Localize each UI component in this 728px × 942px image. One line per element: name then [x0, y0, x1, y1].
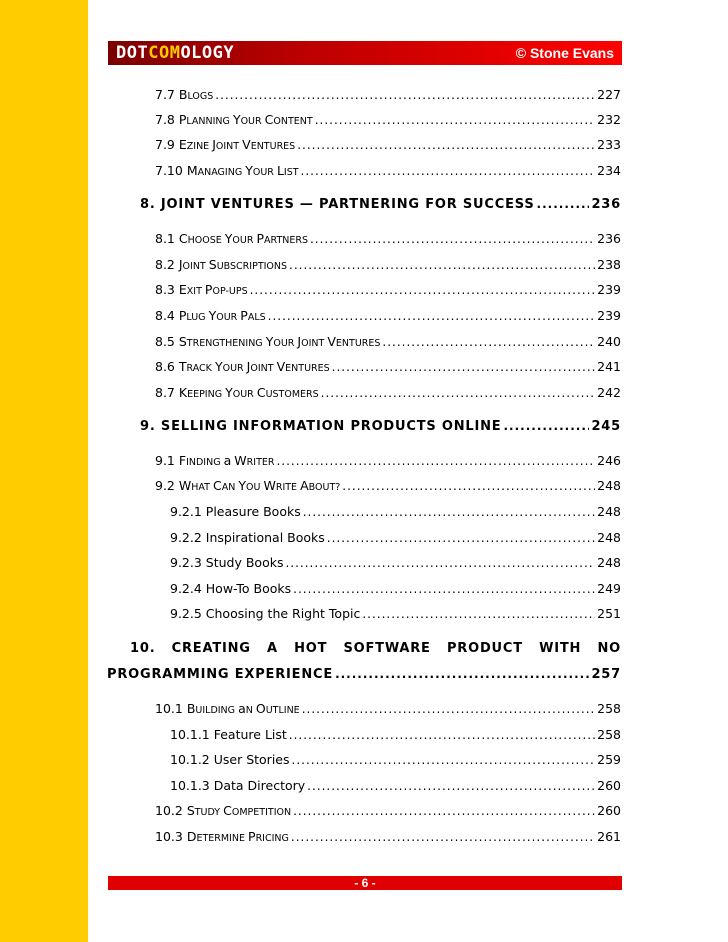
- page-number: 261: [597, 829, 621, 844]
- page-number: 260: [597, 778, 621, 793]
- page-number: 258: [597, 701, 621, 716]
- toc-entry-9-1[interactable]: 9.1 FINDING a WRITER ..... 246: [155, 453, 621, 468]
- toc-entry-title: DETERMINE PRICING: [186, 829, 289, 844]
- page-number: 248: [597, 530, 621, 545]
- page-number: 248: [597, 555, 621, 570]
- toc-entry-title: CHOOSE YOUR PARTNERS: [178, 231, 308, 246]
- toc-entry-title: STUDY COMPETITION: [186, 803, 292, 818]
- toc-entry-title: EXIT POP-UPS: [178, 282, 248, 297]
- page-number: 246: [597, 453, 621, 468]
- page-number: 227: [597, 87, 621, 102]
- page-number: 260: [597, 803, 621, 818]
- page-number: 251: [597, 606, 621, 621]
- toc-entry-8-3[interactable]: 8.3 EXIT POP-UPS ..... 239: [155, 282, 621, 297]
- toc-entry-title: BLOGS: [178, 87, 214, 102]
- toc-entry-10-2[interactable]: 10.2 STUDY COMPETITION ..... 260: [155, 803, 621, 818]
- page-number: 238: [597, 257, 621, 272]
- toc-entry-8-4[interactable]: 8.4 PLUG YOUR PALS ..... 239: [155, 308, 621, 323]
- page-number: 249: [597, 581, 621, 596]
- copyright-text: © Stone Evans: [515, 45, 614, 61]
- page-number: 257: [591, 667, 621, 682]
- page-number: 240: [597, 334, 621, 349]
- toc-entry-10-1-2[interactable]: 10.1.2 User Stories ..... 259: [170, 752, 621, 767]
- toc-entry-10-1[interactable]: 10.1 BUILDING aN OUTLINE ..... 258: [155, 701, 621, 716]
- page-footer: [108, 876, 622, 890]
- side-band: [0, 0, 88, 942]
- toc-entry-title: STRENGTHENING YOUR JOINT VENTURES: [178, 334, 381, 349]
- toc-entry-8-5[interactable]: 8.5 STRENGTHENING YOUR JOINT VENTURES ..... 240: [155, 334, 621, 349]
- toc-chapter-10-line1[interactable]: 10. CREATING A HOT SOFTWARE PRODUCT WITH NO: [130, 641, 621, 656]
- toc-entry-9-2-3[interactable]: 9.2.3 Study Books ..... 248: [170, 555, 621, 570]
- toc-entry-7-7[interactable]: 7.7 BLOGS ..... 227: [155, 87, 621, 102]
- toc-entry-title: EZINE JOINT VENTURES: [178, 137, 296, 152]
- dotcomology-logo: DOTCOMOLOGY: [116, 43, 235, 63]
- toc-entry-8-1[interactable]: 8.1 CHOOSE YOUR PARTNERS ..... 236: [155, 231, 621, 246]
- toc-entry-title: PLUG YOUR PALS: [178, 308, 266, 323]
- toc-entry-title: JOINT SUBSCRIPTIONS: [178, 257, 288, 272]
- page-number-label: - 6 -: [354, 876, 376, 890]
- toc-entry-7-10[interactable]: 7.10 MANAGING YOUR LIST ..... 234: [155, 163, 621, 178]
- toc-entry-8-2[interactable]: 8.2 JOINT SUBSCRIPTIONS ..... 238: [155, 257, 621, 272]
- toc-entry-title: WHAT CAN YOU WRITE ABOUT?: [178, 478, 341, 493]
- page-number: 245: [591, 419, 621, 434]
- toc-entry-8-6[interactable]: 8.6 TRACK YOUR JOINT VENTURES ..... 241: [155, 359, 621, 374]
- page-number: 236: [597, 231, 621, 246]
- page-number: 248: [597, 478, 621, 493]
- toc-chapter-9[interactable]: 9. SELLING INFORMATION PRODUCTS ONLINE ..... 245: [140, 419, 621, 434]
- page-number: 258: [597, 727, 621, 742]
- toc-entry-title: MANAGING YOUR LIST: [186, 163, 299, 178]
- page-number: 233: [597, 137, 621, 152]
- page-number: 232: [597, 112, 621, 127]
- toc-entry-title: TRACK YOUR JOINT VENTURES: [178, 359, 330, 374]
- toc-chapter-8[interactable]: 8. JOINT VENTURES — PARTNERING FOR SUCCESS ..... 236: [140, 197, 621, 212]
- toc-entry-title: BUILDING aN OUTLINE: [186, 701, 300, 716]
- page-number: 236: [591, 197, 621, 212]
- toc-entry-9-2-4[interactable]: 9.2.4 How-To Books ..... 249: [170, 581, 621, 596]
- page-number: 239: [597, 308, 621, 323]
- toc-entry-7-9[interactable]: 7.9 EZINE JOINT VENTURES ..... 233: [155, 137, 621, 152]
- toc-entry-9-2-5[interactable]: 9.2.5 Choosing the Right Topic ..... 251: [170, 606, 621, 621]
- toc-entry-7-8[interactable]: 7.8 PLANNING YOUR CONTENT ..... 232: [155, 112, 621, 127]
- toc-chapter-10-line2[interactable]: PROGRAMMING EXPERIENCE ..... 257: [107, 667, 621, 682]
- page-header: [108, 41, 622, 65]
- toc-entry-10-1-1[interactable]: 10.1.1 Feature List ..... 258: [170, 727, 621, 742]
- page-number: 241: [597, 359, 621, 374]
- toc-entry-title: PLANNING YOUR CONTENT: [178, 112, 313, 127]
- page-number: 234: [597, 163, 621, 178]
- page-number: 248: [597, 504, 621, 519]
- toc-entry-8-7[interactable]: 8.7 KEEPING YOUR CUSTOMERS ..... 242: [155, 385, 621, 400]
- toc-entry-9-2-1[interactable]: 9.2.1 Pleasure Books ..... 248: [170, 504, 621, 519]
- page-number: 239: [597, 282, 621, 297]
- toc-entry-9-2[interactable]: 9.2 WHAT CAN YOU WRITE ABOUT? ..... 248: [155, 478, 621, 493]
- toc-entry-10-3[interactable]: 10.3 DETERMINE PRICING ..... 261: [155, 829, 621, 844]
- toc-entry-title: FINDING a WRITER: [178, 453, 275, 468]
- page-number: 259: [597, 752, 621, 767]
- toc-entry-9-2-2[interactable]: 9.2.2 Inspirational Books ..... 248: [170, 530, 621, 545]
- toc-entry-10-1-3[interactable]: 10.1.3 Data Directory ..... 260: [170, 778, 621, 793]
- page-number: 242: [597, 385, 621, 400]
- toc-entry-title: KEEPING YOUR CUSTOMERS: [178, 385, 319, 400]
